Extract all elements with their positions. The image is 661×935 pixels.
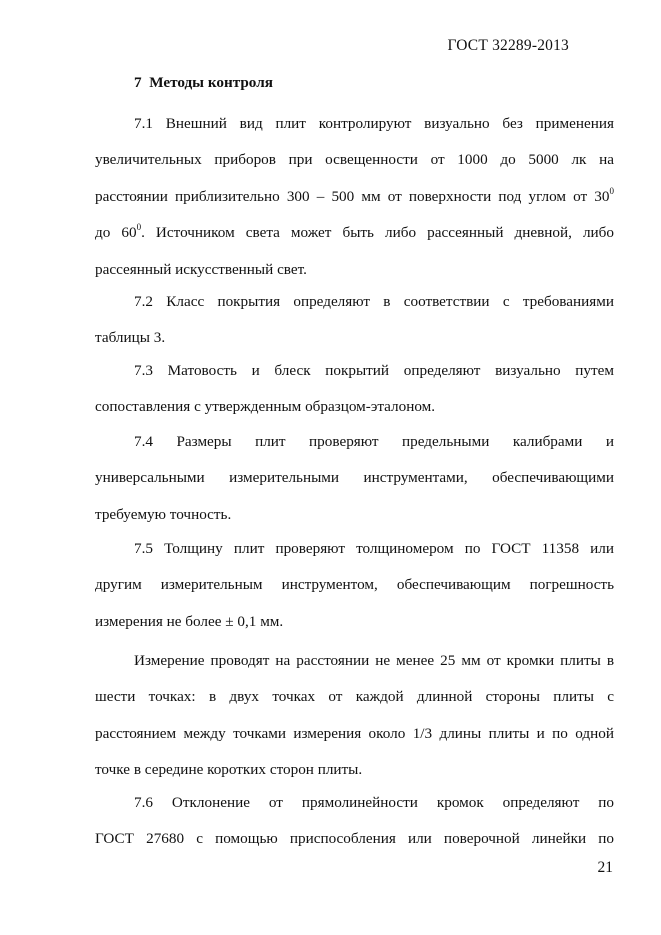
section-heading: [134, 74, 273, 92]
text-line: [95, 179, 614, 215]
page-number: 21: [597, 859, 613, 876]
text-line: 7.2 Класс покрытия определяют в соответствии с требованиями: [134, 293, 614, 310]
text-line: расстоянием между точками измерения около 1/3 длины плиты и по одной: [95, 724, 614, 742]
text-line: таблицы 3.: [95, 329, 166, 347]
text-line: шести точках: в двух точках от каждой длинной стороны плиты с: [95, 688, 614, 706]
text-line: Измерение проводят на расстоянии не менее 25 мм от кромки плиты в: [134, 652, 614, 669]
text-line: требуемую точность.: [95, 505, 232, 523]
text-segment: расстоянии приблизительно 300 – 500 мм от поверхности под углом от 30: [95, 187, 610, 205]
text-line: 7.5 Толщину плит проверяют толщиномером по ГОСТ 11358 или: [134, 540, 614, 557]
text-line: другим измерительным инструментом, обеспечивающим погрешность: [95, 576, 614, 594]
text-line: 7.6 Отклонение от прямолинейности кромок определяют по: [134, 794, 614, 811]
section-title: Методы контроля: [149, 74, 273, 91]
text-segment: до 60: [95, 224, 137, 242]
text-segment: . Источником света может быть либо рассеянный дневной, либо: [141, 224, 614, 242]
text-line: рассеянный искусственный свет.: [95, 260, 307, 278]
text-line: 7.4 Размеры плит проверяют предельными калибрами и: [134, 433, 614, 450]
text-line: универсальными измерительными инструментами, обеспечивающими: [95, 469, 614, 487]
section-number: 7: [134, 74, 142, 91]
text-line: точке в середине коротких сторон плиты.: [95, 761, 363, 779]
paragraph-7-6: [95, 785, 614, 858]
superscript: 0: [609, 185, 614, 196]
paragraph-7-3: [95, 353, 614, 426]
paragraph-7-2: [95, 284, 614, 357]
paragraph-measurement: [95, 643, 614, 789]
text-line: сопоставления с утвержденным образцом-эталоном.: [95, 398, 436, 416]
text-line: измерения не более ± 0,1 мм.: [95, 612, 284, 630]
paragraph-7-4: [95, 424, 614, 533]
superscript: 0: [136, 222, 142, 233]
paragraph-7-5: [95, 531, 614, 640]
text-line: увеличительных приборов при освещенности от 1000 до 5000 лк на: [95, 151, 614, 169]
paragraph-7-1: [95, 106, 614, 288]
text-line: ГОСТ 27680 с помощью приспособления или поверочной линейки по: [95, 830, 614, 848]
text-line: [95, 215, 614, 251]
text-line: 7.3 Матовость и блеск покрытий определяют визуально путем: [134, 362, 614, 379]
document-code-header: ГОСТ 32289-2013: [447, 37, 569, 54]
text-line: 7.1 Внешний вид плит контролируют визуально без применения: [134, 115, 614, 132]
